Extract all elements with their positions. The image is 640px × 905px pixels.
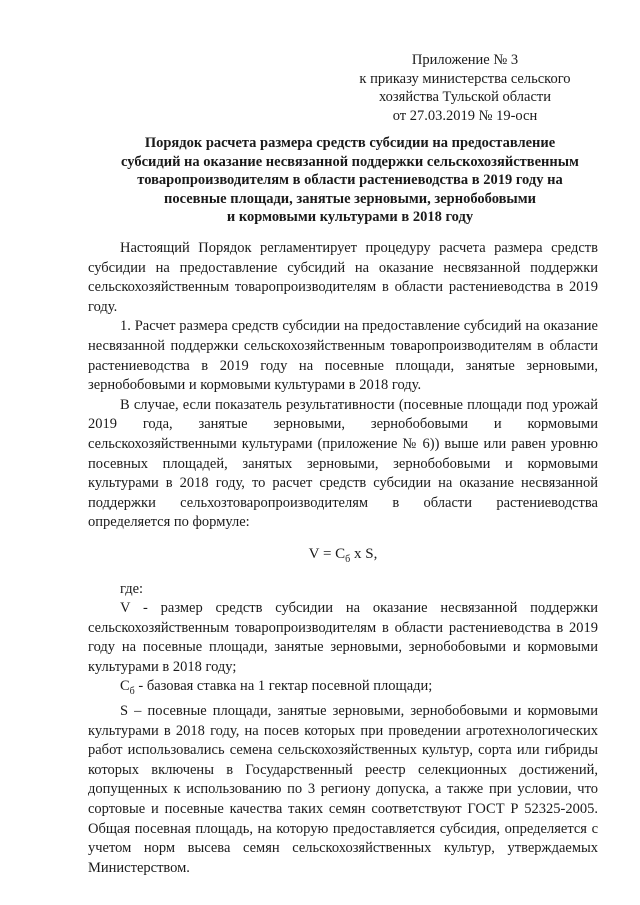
title-line-3: товаропроизводителям в области растениеводства в 2019 году на [137,172,563,188]
formula-tail: x S, [350,545,378,562]
definition-s: S – посевные площади, занятые зерновыми, зернобобовыми и кормовыми культурами в 2018 году, на посев которых при проведении агротехнологических работ использовались семена сельскохозяйственных культур, сорта или гибриды которых включены в Государственный реестр селекционных достижений, допущенных к использованию по 3 региону допуска, а также при условии, что сортовые и посевные качества таких семян соответствуют ГОСТ Р 52325-2005. Общая посевная площадь, на которую предоставляется субсидия, определяется с учетом норм высева семян сельскохозяйственных культур, утверждаемых Министерством. [88,702,598,876]
formula [88,545,598,570]
definition-c-subscript: б [129,686,135,698]
title-line-1: Порядок расчета размера средств субсидии на предоставление [144,135,556,151]
where-label: где: [120,580,144,597]
document-title [100,134,600,227]
title-line-5: и кормовыми культурами в 2018 году [226,209,474,225]
appendix-date: от 27.03.2019 № 19-осн [392,107,538,124]
appendix-number: Приложение № 3 [411,52,519,68]
formula-main: V = C [308,545,346,562]
condition-paragraph: В случае, если показатель результативности (посевные площади под урожай 2019 года, занятые зерновыми, зернобобовыми и кормовыми сельскохозяйственными культурами (приложение № 6)) выше или равен уровню посевных площадей, занятых зерновыми, зернобобовыми и кормовыми культурами в 2018 году, то расчет средств субсидии на оказание несвязанной поддержки сельхозтоваропроизводителям в области растениеводства определяется по формуле: [88,396,598,531]
title-line-2: субсидий на оказание несвязанной поддержки сельскохозяйственным [121,153,579,170]
definition-c-symbol: C [120,678,130,695]
definition-c [88,677,598,701]
item-1-paragraph: 1. Расчет размера средств субсидии на предоставление субсидий на оказание несвязанной поддержки сельскохозяйственным товаропроизводителям в области растениеводства в 2019 году на посевные площади, занятые зерновыми, зернобобовыми и кормовыми культурами в 2018 году. [88,318,598,394]
document-body [88,239,598,878]
formula-subscript: б [345,553,351,565]
title-line-4: посевные площади, занятые зерновыми, зернобобовыми [164,190,536,207]
intro-paragraph: Настоящий Порядок регламентирует процедуру расчета размера средств субсидии на предоставление субсидий на оказание несвязанной поддержки сельскохозяйственным товаропроизводителям в области растениеводства в 2019 году. [88,240,598,315]
definition-c-text: - базовая ставка на 1 гектар посевной площади; [134,678,433,695]
appendix-ministry: хозяйства Тульской области [378,89,552,105]
appendix-header [340,51,590,125]
appendix-order-ref: к приказу министерства сельского [359,70,571,87]
definition-v: V - размер средств субсидии на оказание несвязанной поддержки сельскохозяйственным товаропроизводителям в области растениеводства в 2019 году на посевные площади, занятые зерновыми, зернобобовыми и кормовыми культурами в 2018 году; [88,600,598,675]
